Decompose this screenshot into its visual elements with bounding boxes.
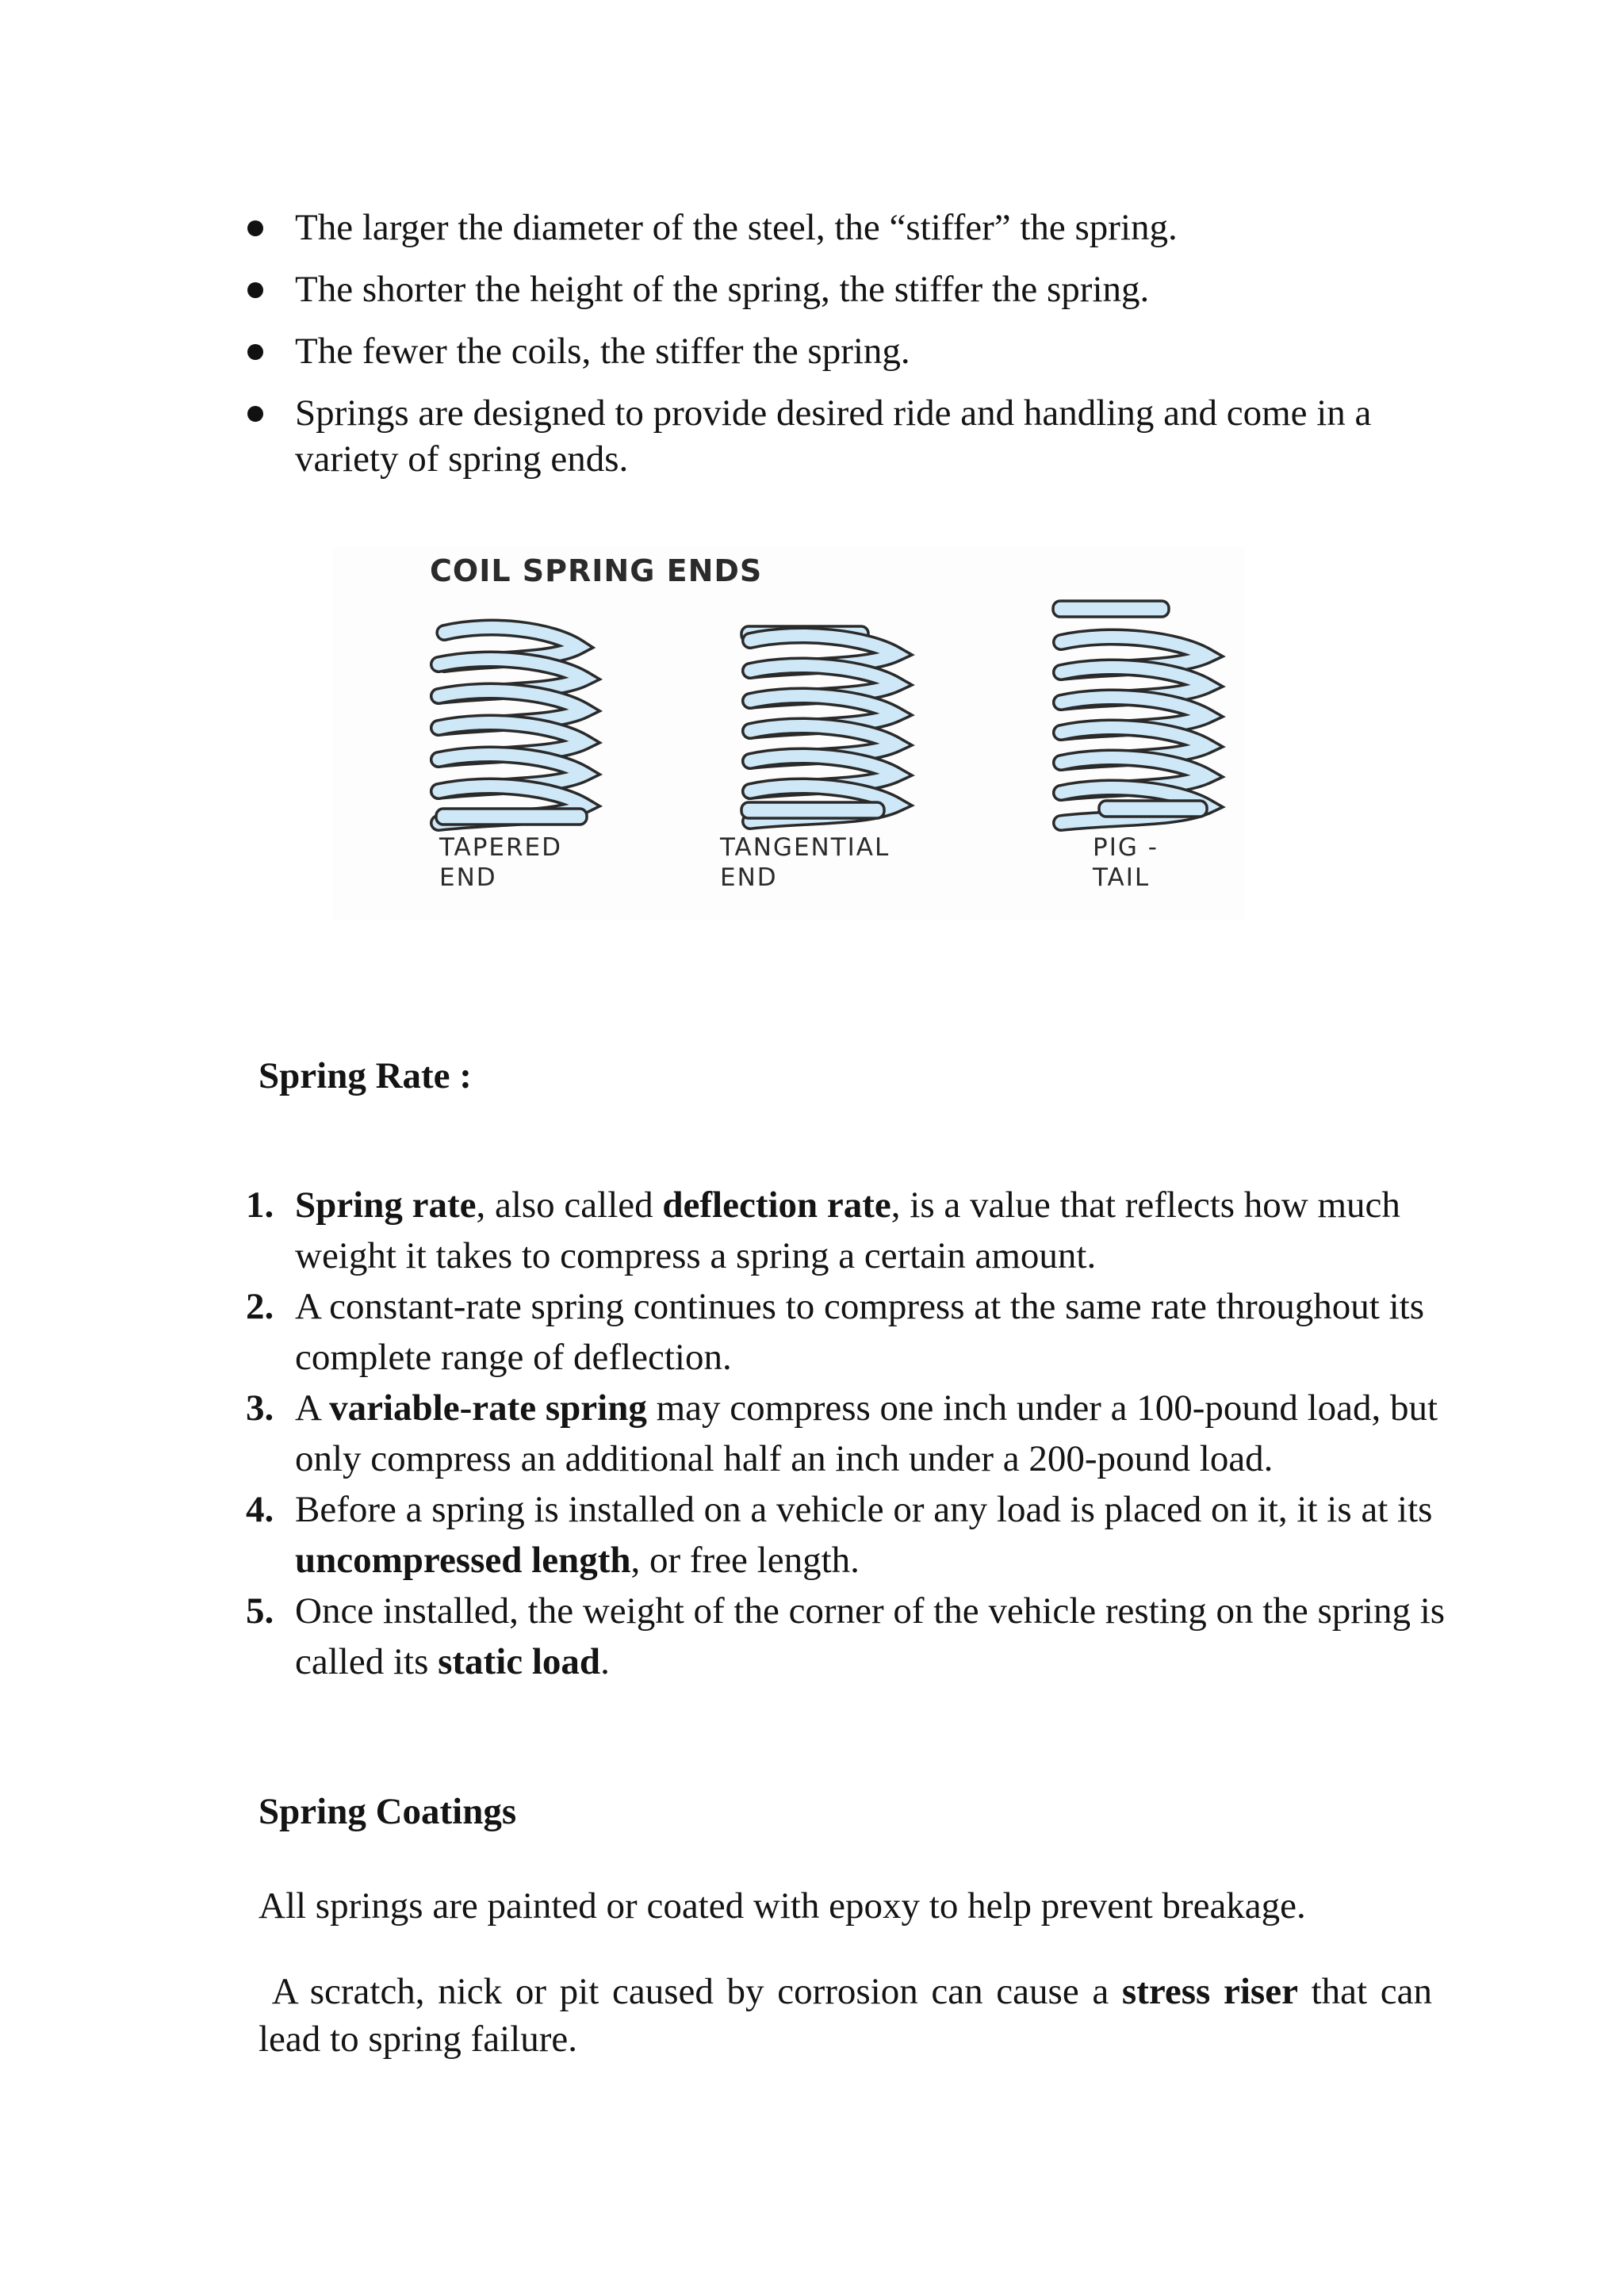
text-run: , or free length.	[630, 1540, 860, 1581]
tapered-bottom-bar	[436, 809, 587, 825]
numbered-item	[238, 1383, 1475, 1484]
item-text	[295, 1489, 1432, 1581]
tangential-end-spring	[750, 636, 896, 821]
text-run: A scratch, nick or pit caused by corrosion can cause a	[259, 1971, 1122, 2012]
item-number: 2.	[246, 1286, 274, 1327]
figure-title: COIL SPRING ENDS	[430, 553, 763, 588]
bullet-item: Springs are designed to provide desired ride and handling and come in a variety of spring ends.	[238, 390, 1459, 482]
pigtail-bottom-bar	[1099, 801, 1207, 817]
bold-term: deflection rate	[662, 1184, 891, 1226]
item-number: 4.	[246, 1489, 274, 1530]
label-tangential-end: TANGENTIAL END	[720, 833, 891, 892]
text-run: , is a value that reflects how much weight it takes to compress a spring a certain amount.	[295, 1184, 1400, 1276]
text-run: may compress one inch under a 100-pound load, but only compress an additional half an inch under a 200-pound load.	[295, 1387, 1438, 1479]
numbered-item	[238, 1180, 1475, 1281]
item-text	[295, 1590, 1445, 1682]
bullet-icon	[247, 282, 263, 298]
numbered-item	[238, 1586, 1475, 1687]
bullet-icon	[247, 344, 263, 360]
bold-term: variable-rate spring	[329, 1387, 647, 1429]
bullet-item: The larger the diameter of the steel, the “stiffer” the spring.	[238, 205, 1459, 251]
coatings-paragraph-2	[259, 1968, 1442, 2063]
bold-term: stress riser	[1121, 1971, 1298, 2012]
text-run: A	[295, 1387, 330, 1429]
tangential-bottom-bar	[741, 802, 884, 818]
tapered-end-spring	[439, 628, 584, 823]
pigtail-top-bar	[1053, 601, 1169, 617]
coil-spring-ends-figure	[333, 547, 1245, 920]
spring-coatings-heading: Spring Coatings	[259, 1791, 517, 1832]
numbered-item	[238, 1484, 1475, 1586]
item-text	[295, 1184, 1400, 1276]
bullet-item: The shorter the height of the spring, the stiffer the spring.	[238, 266, 1459, 312]
label-pig-tail: PIG - TAIL	[1093, 833, 1159, 892]
item-text	[295, 1286, 1424, 1378]
coatings-paragraph-1: All springs are painted or coated with epoxy to help prevent breakage.	[259, 1885, 1306, 1927]
spring-rate-heading: Spring Rate :	[259, 1055, 472, 1096]
bullet-item: The fewer the coils, the stiffer the spring.	[238, 328, 1459, 374]
numbered-item	[238, 1281, 1475, 1383]
bullet-icon	[247, 406, 263, 422]
label-tapered-end: TAPERED END	[439, 833, 563, 892]
bold-term: uncompressed length	[295, 1540, 631, 1581]
item-number: 5.	[246, 1590, 274, 1632]
text-run: Before a spring is installed on a vehicle or any load is placed on it, it is at its	[295, 1489, 1433, 1530]
text-run: .	[600, 1641, 610, 1682]
text-run: , also called	[476, 1184, 663, 1226]
spring-rate-list	[238, 1180, 1475, 1687]
pigtail-spring	[1061, 637, 1207, 823]
bullet-icon	[247, 220, 263, 236]
bullet-list	[238, 205, 1459, 498]
item-number: 1.	[246, 1184, 274, 1226]
bold-term: static load	[438, 1641, 601, 1682]
text-run: A constant-rate spring continues to compress at the same rate throughout its complete range of deflection.	[295, 1286, 1425, 1378]
text-run: that can lead to spring failure.	[259, 1971, 1442, 2060]
text-run: Once installed, the weight of the corner of the vehicle resting on the spring is called its	[295, 1590, 1446, 1682]
item-number: 3.	[246, 1387, 274, 1429]
bold-term: Spring rate	[295, 1184, 477, 1226]
item-text	[295, 1387, 1438, 1479]
